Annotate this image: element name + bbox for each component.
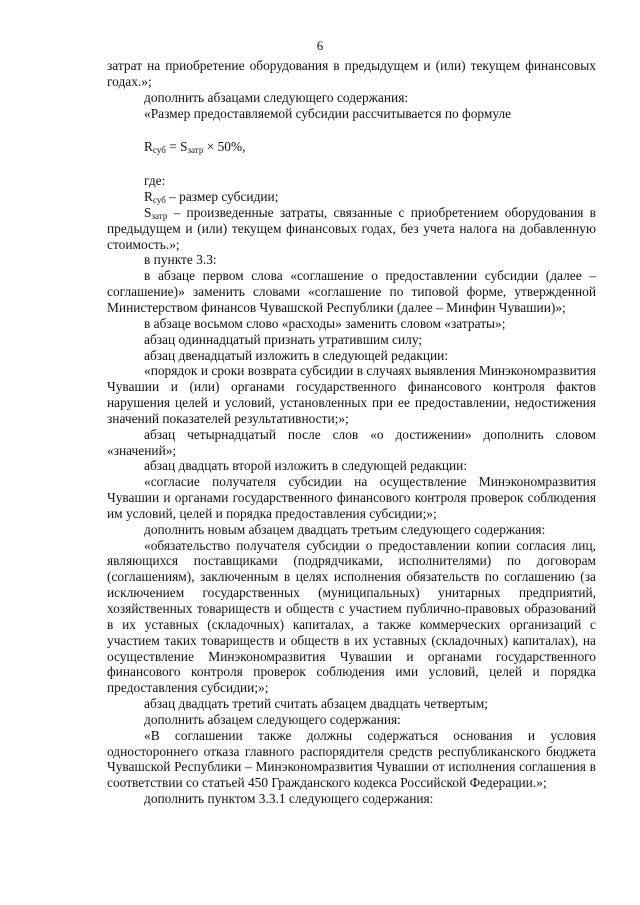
- paragraph-continuation: затрат на приобретение оборудования в предыдущем и (или) текущем финансовых годах.»;: [107, 58, 596, 89]
- page-number: 6: [316, 38, 324, 53]
- document-body: [107, 58, 596, 807]
- formula: [107, 139, 596, 155]
- formula-r-symbol: R: [144, 139, 153, 155]
- def-r-sub: суб: [152, 195, 166, 206]
- paragraph-obligation: «обязательство получателя субсидии о предоставлении копии согласия лиц, являющихся поставщиками (подрядчиками, исполнителями) по договорам (соглашениям), заключенным в целях исполнения обязательств по соглашению (за исключением государственных (муниципальных) унитарных предприятий, хозяйственных товариществ и обществ с участием публично-правовых образований в их уставных (складочных) капиталах, а также коммерческих организаций с участием таких товариществ и обществ в их уставных (складочных) капиталах), на осуществление Минэкономразвития Чувашии и органами государственного финансового контроля проверок соблюдения ими условий, целей и порядка предоставления субсидии;»;: [107, 537, 596, 696]
- paragraph-twenty-second-abzac: абзац двадцать второй изложить в следующей редакции:: [144, 458, 468, 474]
- paragraph-add-intro: дополнить абзацами следующего содержания:: [144, 89, 409, 105]
- paragraph-item-3-3: в пункте 3.3:: [144, 252, 217, 268]
- paragraph-add-abzac: дополнить абзацем следующего содержания:: [144, 711, 401, 727]
- paragraph-agreement-grounds: «В соглашении также должны содержаться основания и условия одностороннего отказа главного распорядителя средств республиканского бюджета Чувашской Республики – Минэкономразвития Чувашии от исполнения соглашения в соответствии со статьей 450 Гражданского кодекса Российской Федерации.»;: [107, 727, 596, 791]
- formula-r-sub: суб: [152, 145, 166, 156]
- formula-s-symbol: S: [180, 139, 188, 155]
- def-s-symbol: S: [144, 204, 152, 220]
- paragraph-renumber: абзац двадцать третий считать абзацем двадцать четвертым;: [144, 696, 488, 712]
- paragraph-twelfth-abzac: абзац двенадцатый изложить в следующей редакции:: [144, 347, 449, 363]
- paragraph-return-procedure: «порядок и сроки возврата субсидии в случаях выявления Минэкономразвития Чувашии и (или) органами государственного финансового контроля фактов нарушения целей и условий, установленных при ее предоставлении, недостижения значений показателей результативности;»;: [107, 363, 596, 426]
- paragraph-consent: «согласие получателя субсидии на осуществление Минэкономразвития Чувашии и органами государственного финансового контроля проверок соблюдения им условий, целей и порядка предоставления субсидии;»;: [107, 474, 596, 521]
- definition-s: [107, 205, 596, 253]
- paragraph-eighth-abzac: в абзаце восьмом слово «расходы» заменить словом «затраты»;: [144, 315, 506, 331]
- def-r-text: – размер субсидии;: [165, 189, 279, 205]
- formula-s-sub: затр: [187, 145, 204, 156]
- paragraph-formula-intro: «Размер предоставляемой субсидии рассчитывается по формуле: [144, 105, 512, 121]
- definitions-where: где:: [144, 173, 166, 189]
- formula-rest: × 50%,: [203, 139, 246, 155]
- paragraph-first-abzac: в абзаце первом слова «соглашение о предоставлении субсидии (далее – соглашение)» заменить словами «соглашение по типовой форме, утвержденной Министерством финансов Чувашской Республики (далее – Минфин Чувашии)»;: [107, 268, 596, 315]
- paragraph-add-item-3-3-1: дополнить пунктом 3.3.1 следующего содержания:: [144, 791, 434, 807]
- def-s-sub: затр: [151, 210, 168, 221]
- paragraph-new-twenty-third: дополнить новым абзацем двадцать третьим следующего содержания:: [144, 521, 546, 537]
- def-r-symbol: R: [144, 189, 153, 205]
- paragraph-fourteenth-abzac: абзац четырнадцатый после слов «о достижении» дополнить словом «значений»;: [107, 426, 596, 458]
- def-s-text: – произведенные затраты, связанные с приобретением оборудования в предыдущем и (или) текущем финансовых годах, без учета налога на добавленную стоимость.»;: [107, 204, 596, 252]
- formula-equals: =: [165, 139, 181, 155]
- paragraph-eleventh-abzac: абзац одиннадцатый признать утратившим силу;: [144, 331, 423, 347]
- definition-r: [107, 189, 596, 205]
